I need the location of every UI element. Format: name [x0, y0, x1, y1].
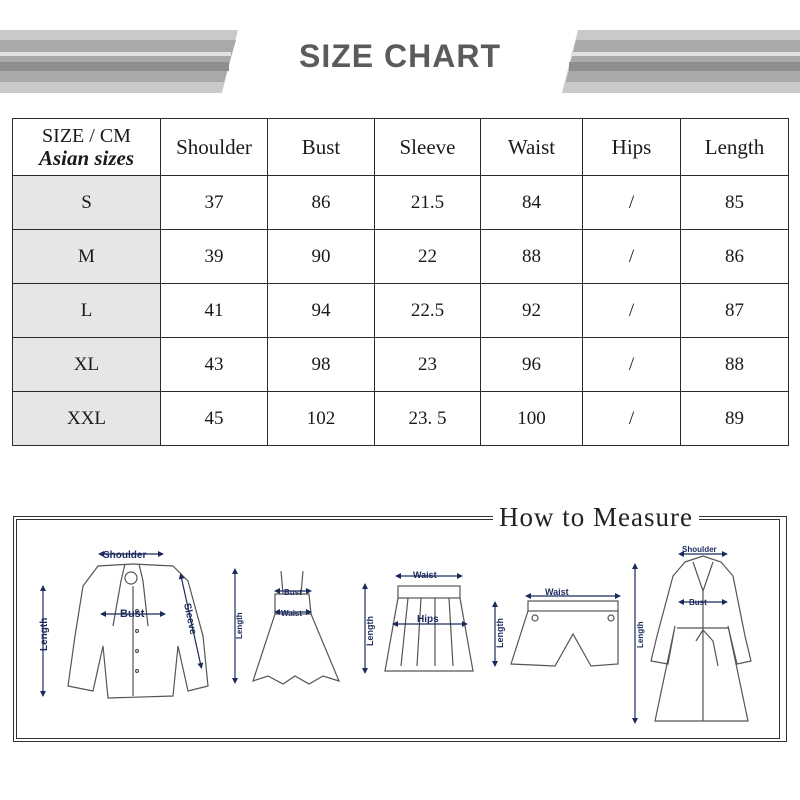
sleeve-cell: 23. 5: [375, 392, 481, 446]
skirt-hips-label: Hips: [417, 614, 439, 625]
length-cell: 87: [681, 284, 789, 338]
table-row-l: [13, 284, 789, 338]
bust-cell: 98: [268, 338, 375, 392]
column-header-bust: Bust: [268, 119, 375, 176]
waist-cell: 100: [481, 392, 583, 446]
dress-length-label: Length: [235, 612, 244, 639]
dress-waist-label: Waist: [281, 609, 303, 618]
column-header-hips: Hips: [583, 119, 681, 176]
size-header-cell: [13, 119, 161, 176]
skirt-waist-label: Waist: [413, 570, 437, 580]
column-header-waist: Waist: [481, 119, 583, 176]
length-cell: 89: [681, 392, 789, 446]
size-cell: XL: [13, 338, 161, 392]
dress-bust-label: Bust: [284, 588, 302, 597]
blouse-bust-label: Bust: [120, 608, 145, 620]
column-header-sleeve: Sleeve: [375, 119, 481, 176]
blouse-shoulder-label: Shoulder: [103, 550, 147, 561]
size-table: [12, 118, 789, 446]
asian-sizes-label: Asian sizes: [38, 146, 135, 170]
hips-cell: /: [583, 230, 681, 284]
waist-cell: 88: [481, 230, 583, 284]
hips-cell: /: [583, 284, 681, 338]
bust-cell: 86: [268, 176, 375, 230]
coat-diagram: [635, 554, 751, 721]
coat-bust-label: Bust: [689, 598, 707, 607]
skirt-length-label: Length: [365, 616, 375, 646]
blouse-diagram: [43, 554, 208, 698]
size-unit-label: SIZE / CM: [42, 125, 131, 147]
waist-cell: 84: [481, 176, 583, 230]
table-row-xxl: [13, 392, 789, 446]
page-title: SIZE CHART: [299, 38, 501, 74]
length-cell: 86: [681, 230, 789, 284]
coat-length-label: Length: [636, 621, 645, 648]
how-to-measure-panel: [13, 502, 787, 742]
size-cell: L: [13, 284, 161, 338]
waist-cell: 92: [481, 284, 583, 338]
table-header-row: [13, 119, 789, 176]
blouse-length-label: Length: [39, 617, 50, 651]
blouse-sleeve-label: Sleeve: [181, 602, 199, 636]
waist-cell: 96: [481, 338, 583, 392]
size-cell: S: [13, 176, 161, 230]
how-to-measure-title: How to Measure: [493, 502, 699, 533]
size-cell: M: [13, 230, 161, 284]
shoulder-cell: 45: [161, 392, 268, 446]
sleeve-cell: 21.5: [375, 176, 481, 230]
length-cell: 88: [681, 338, 789, 392]
column-header-length: Length: [681, 119, 789, 176]
hips-cell: /: [583, 176, 681, 230]
shoulder-cell: 37: [161, 176, 268, 230]
sleeve-cell: 22.5: [375, 284, 481, 338]
hips-cell: /: [583, 392, 681, 446]
table-row-xl: [13, 338, 789, 392]
sleeve-cell: 22: [375, 230, 481, 284]
shoulder-cell: 43: [161, 338, 268, 392]
bust-cell: 94: [268, 284, 375, 338]
shoulder-cell: 41: [161, 284, 268, 338]
shorts-diagram: [495, 596, 618, 666]
size-chart-banner: [0, 0, 800, 110]
table-row-m: [13, 230, 789, 284]
table-row-s: [13, 176, 789, 230]
shorts-length-label: Length: [495, 618, 505, 648]
shoulder-cell: 39: [161, 230, 268, 284]
sleeve-cell: 23: [375, 338, 481, 392]
hips-cell: /: [583, 338, 681, 392]
bust-cell: 90: [268, 230, 375, 284]
bust-cell: 102: [268, 392, 375, 446]
shorts-waist-label: Waist: [545, 587, 569, 597]
length-cell: 85: [681, 176, 789, 230]
size-cell: XXL: [13, 392, 161, 446]
column-header-shoulder: Shoulder: [161, 119, 268, 176]
garment-diagrams: [13, 516, 787, 742]
coat-shoulder-label: Shoulder: [682, 545, 717, 554]
